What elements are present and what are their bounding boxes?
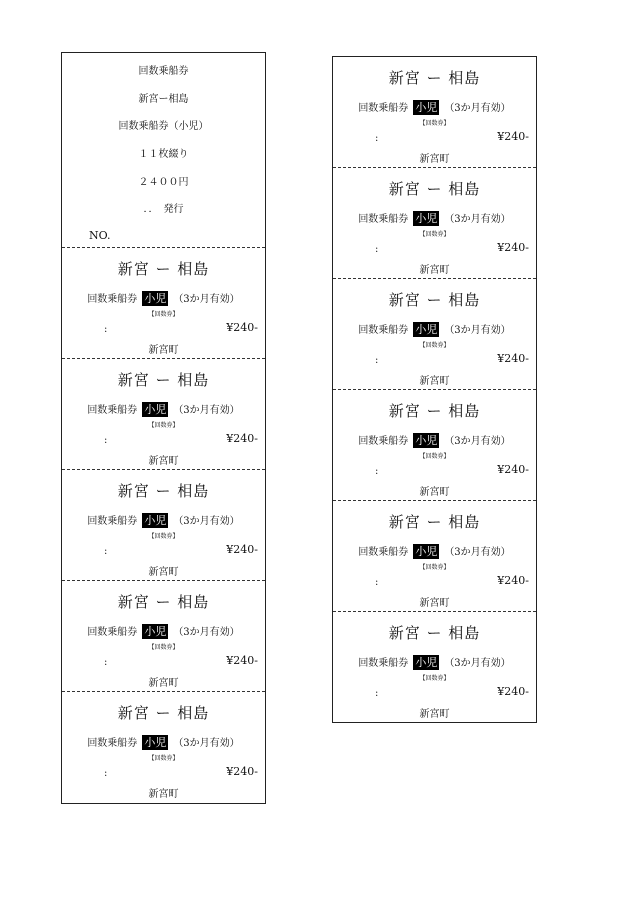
ticket-route: 新宮 ー 相島	[117, 704, 210, 722]
ticket-price: ¥240-	[497, 574, 529, 587]
left-ticket-column	[62, 248, 265, 803]
ticket-route: 新宮 ー 相島	[117, 260, 210, 278]
ticket-route: 新宮 ー 相島	[388, 291, 481, 309]
ticket-small-label: 【回数券】	[148, 644, 179, 651]
right-ticket-column	[333, 57, 536, 723]
ticket-type-row	[333, 432, 536, 448]
ticket-child-badge: 小児	[415, 656, 438, 669]
ticket	[62, 692, 265, 803]
ticket-route: 新宮 ー 相島	[388, 69, 481, 87]
cover-number-label: NO.	[89, 229, 111, 242]
ticket-small-label: 【回数券】	[419, 231, 450, 238]
ticket-validity: （3か月有効）	[173, 294, 240, 305]
ticket-type-label: 回数乗船券	[358, 658, 409, 669]
ticket-type-label: 回数乗船券	[87, 516, 138, 527]
ticket-price: ¥240-	[226, 321, 258, 334]
ticket-issuer: 新宮町	[419, 598, 450, 609]
ticket-date-colon: :	[104, 657, 108, 668]
ticket-validity: （3か月有効）	[444, 547, 511, 558]
ticket-price: ¥240-	[226, 543, 258, 556]
ticket-child-badge: 小児	[415, 323, 438, 336]
ticket-route: 新宮 ー 相島	[117, 371, 210, 389]
ticket-type-label: 回数乗船券	[358, 325, 409, 336]
ticket-type-row	[333, 210, 536, 226]
ticket-child-badge: 小児	[144, 514, 167, 527]
cover-issued: ．． 発行	[143, 204, 184, 215]
ticket-price: ¥240-	[497, 352, 529, 365]
cover-type: 回数乗船券（小児）	[118, 121, 209, 132]
ticket-type-row	[62, 401, 265, 417]
ticket-type-label: 回数乗船券	[87, 294, 138, 305]
ticket-validity: （3か月有効）	[444, 658, 511, 669]
ticket	[62, 581, 265, 692]
ticket	[333, 501, 536, 612]
ticket-child-badge: 小児	[415, 101, 438, 114]
ticket-price: ¥240-	[497, 463, 529, 476]
ticket-issuer: 新宮町	[419, 154, 450, 165]
ticket	[333, 612, 536, 723]
ticket-validity: （3か月有効）	[173, 516, 240, 527]
ticket-sheet-left	[61, 52, 266, 804]
ticket-small-label: 【回数券】	[148, 533, 179, 540]
ticket-price: ¥240-	[226, 654, 258, 667]
ticket-validity: （3か月有効）	[444, 325, 511, 336]
ticket-child-badge: 小児	[144, 625, 167, 638]
ticket-issuer: 新宮町	[419, 265, 450, 276]
ticket-date-colon: :	[104, 768, 108, 779]
ticket-small-label: 【回数券】	[419, 453, 450, 460]
ticket-issuer: 新宮町	[148, 678, 179, 689]
ticket	[62, 359, 265, 470]
ticket-issuer: 新宮町	[419, 376, 450, 387]
ticket-type-row	[62, 734, 265, 750]
ticket-small-label: 【回数券】	[148, 311, 179, 318]
ticket	[333, 57, 536, 168]
ticket-child-badge: 小児	[144, 292, 167, 305]
ticket	[62, 470, 265, 581]
ticket-small-label: 【回数券】	[419, 564, 450, 571]
ticket-type-label: 回数乗船券	[87, 627, 138, 638]
ticket-child-badge: 小児	[415, 545, 438, 558]
ticket-type-row	[333, 99, 536, 115]
ticket-price: ¥240-	[226, 765, 258, 778]
ticket-type-row	[62, 290, 265, 306]
ticket-date-colon: :	[375, 466, 379, 477]
ticket-small-label: 【回数券】	[419, 120, 450, 127]
ticket	[333, 390, 536, 501]
ticket-type-row	[62, 512, 265, 528]
ticket-issuer: 新宮町	[419, 709, 450, 720]
ticket-date-colon: :	[375, 355, 379, 366]
cover-route: 新宮ー相島	[138, 94, 189, 105]
ticket-issuer: 新宮町	[148, 789, 179, 800]
ticket-date-colon: :	[104, 435, 108, 446]
cover-price: ２４００円	[138, 177, 189, 188]
ticket-small-label: 【回数券】	[419, 342, 450, 349]
ticket-date-colon: :	[104, 324, 108, 335]
ticket-type-row	[333, 321, 536, 337]
ticket-type-label: 回数乗船券	[358, 547, 409, 558]
ticket-type-label: 回数乗船券	[358, 103, 409, 114]
ticket-sheet-right	[332, 56, 537, 723]
ticket-validity: （3か月有効）	[173, 405, 240, 416]
ticket-type-row	[333, 543, 536, 559]
ticket-type-row	[333, 654, 536, 670]
ticket-type-row	[62, 623, 265, 639]
ticket-small-label: 【回数券】	[148, 755, 179, 762]
ticket-issuer: 新宮町	[148, 456, 179, 467]
ticket-type-label: 回数乗船券	[358, 436, 409, 447]
ticket-route: 新宮 ー 相島	[388, 513, 481, 531]
ticket-route: 新宮 ー 相島	[388, 180, 481, 198]
ticket-issuer: 新宮町	[419, 487, 450, 498]
ticket-child-badge: 小児	[144, 736, 167, 749]
cover-count: １１枚綴り	[138, 149, 189, 160]
ticket	[333, 279, 536, 390]
ticket-validity: （3か月有効）	[444, 103, 511, 114]
ticket-price: ¥240-	[497, 130, 529, 143]
ticket-validity: （3か月有効）	[444, 214, 511, 225]
ticket-price: ¥240-	[226, 432, 258, 445]
ticket-issuer: 新宮町	[148, 345, 179, 356]
cover-title: 回数乗船券	[138, 66, 189, 77]
ticket	[62, 248, 265, 359]
ticket-route: 新宮 ー 相島	[388, 624, 481, 642]
ticket-date-colon: :	[375, 688, 379, 699]
ticket-route: 新宮 ー 相島	[117, 482, 210, 500]
ticket-type-label: 回数乗船券	[87, 738, 138, 749]
ticket-child-badge: 小児	[144, 403, 167, 416]
ticket-date-colon: :	[375, 577, 379, 588]
ticket-validity: （3か月有効）	[173, 738, 240, 749]
ticket-date-colon: :	[104, 546, 108, 557]
ticket-date-colon: :	[375, 244, 379, 255]
ticket-type-label: 回数乗船券	[87, 405, 138, 416]
ticket-validity: （3か月有効）	[444, 436, 511, 447]
ticket-child-badge: 小児	[415, 212, 438, 225]
ticket-type-label: 回数乗船券	[358, 214, 409, 225]
ticket-price: ¥240-	[497, 685, 529, 698]
ticket-route: 新宮 ー 相島	[117, 593, 210, 611]
cover-stub	[62, 53, 265, 248]
ticket-small-label: 【回数券】	[419, 675, 450, 682]
ticket	[333, 168, 536, 279]
ticket-validity: （3か月有効）	[173, 627, 240, 638]
ticket-child-badge: 小児	[415, 434, 438, 447]
ticket-small-label: 【回数券】	[148, 422, 179, 429]
ticket-route: 新宮 ー 相島	[388, 402, 481, 420]
ticket-issuer: 新宮町	[148, 567, 179, 578]
ticket-price: ¥240-	[497, 241, 529, 254]
ticket-date-colon: :	[375, 133, 379, 144]
